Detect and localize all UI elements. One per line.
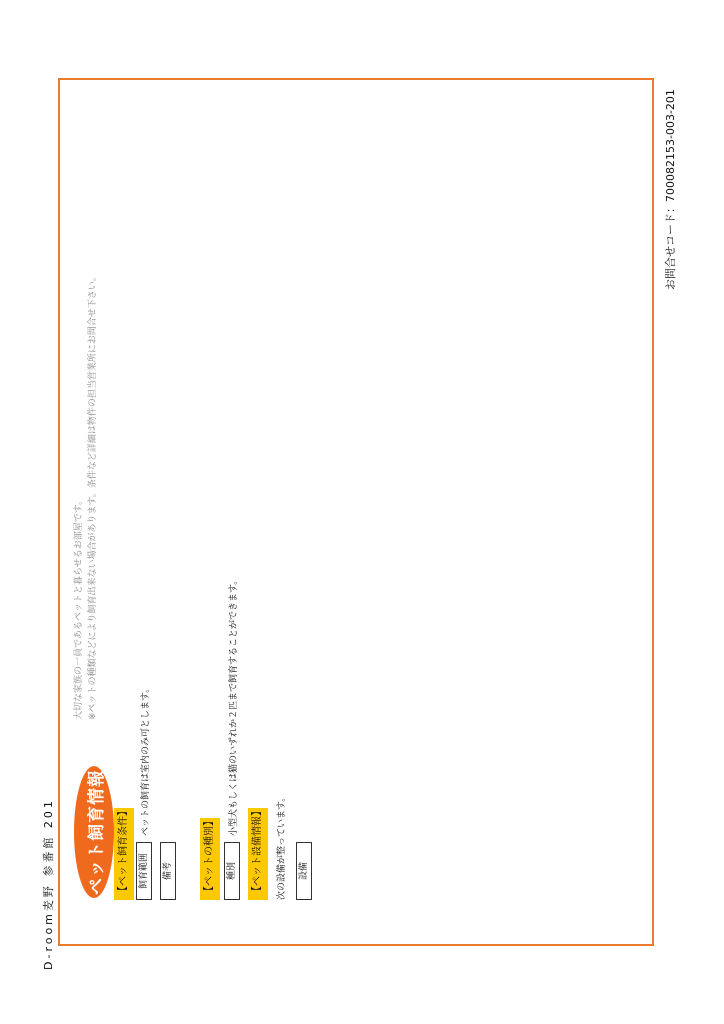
note-label: 備考 xyxy=(160,842,176,900)
property-title xyxy=(40,770,55,970)
kind-label: 種別 xyxy=(224,842,240,900)
page-title: ペット飼育情報 xyxy=(86,769,107,895)
kind-text: 小型犬もしくは猫のいずれか２匹まで飼育することができます。 xyxy=(229,575,239,836)
rotated-content xyxy=(60,80,656,948)
property-title-text: D-room麦野 参番館 201 xyxy=(42,798,55,970)
equipment-label: 設備 xyxy=(296,842,312,900)
intro-line-1: 大切な家族の一員であるペットと暮らせるお部屋です。 xyxy=(74,495,84,720)
intro-text xyxy=(72,272,100,720)
inquiry-code xyxy=(662,89,677,290)
intro-line-2: ※ペットの種類などにより飼育出来ない場合があります。条件など詳細は物件の担当営業所にお問合せ下さい。 xyxy=(88,272,98,720)
equipment-text: 次の設備が整っています。 xyxy=(277,792,287,900)
range-label: 飼育範囲 xyxy=(136,842,152,900)
kind-heading: 【ペットの種別】 xyxy=(200,818,220,900)
conditions-heading: 【ペット飼育条件】 xyxy=(114,808,134,900)
range-text: ペットの飼育は室内のみ可とします。 xyxy=(141,683,151,836)
section-title-badge xyxy=(74,766,114,898)
content-frame xyxy=(58,78,654,946)
equipment-heading: 【ペット設備情報】 xyxy=(248,808,268,900)
inquiry-code-text: お問合せコード：700082153-003-201 xyxy=(664,89,677,290)
